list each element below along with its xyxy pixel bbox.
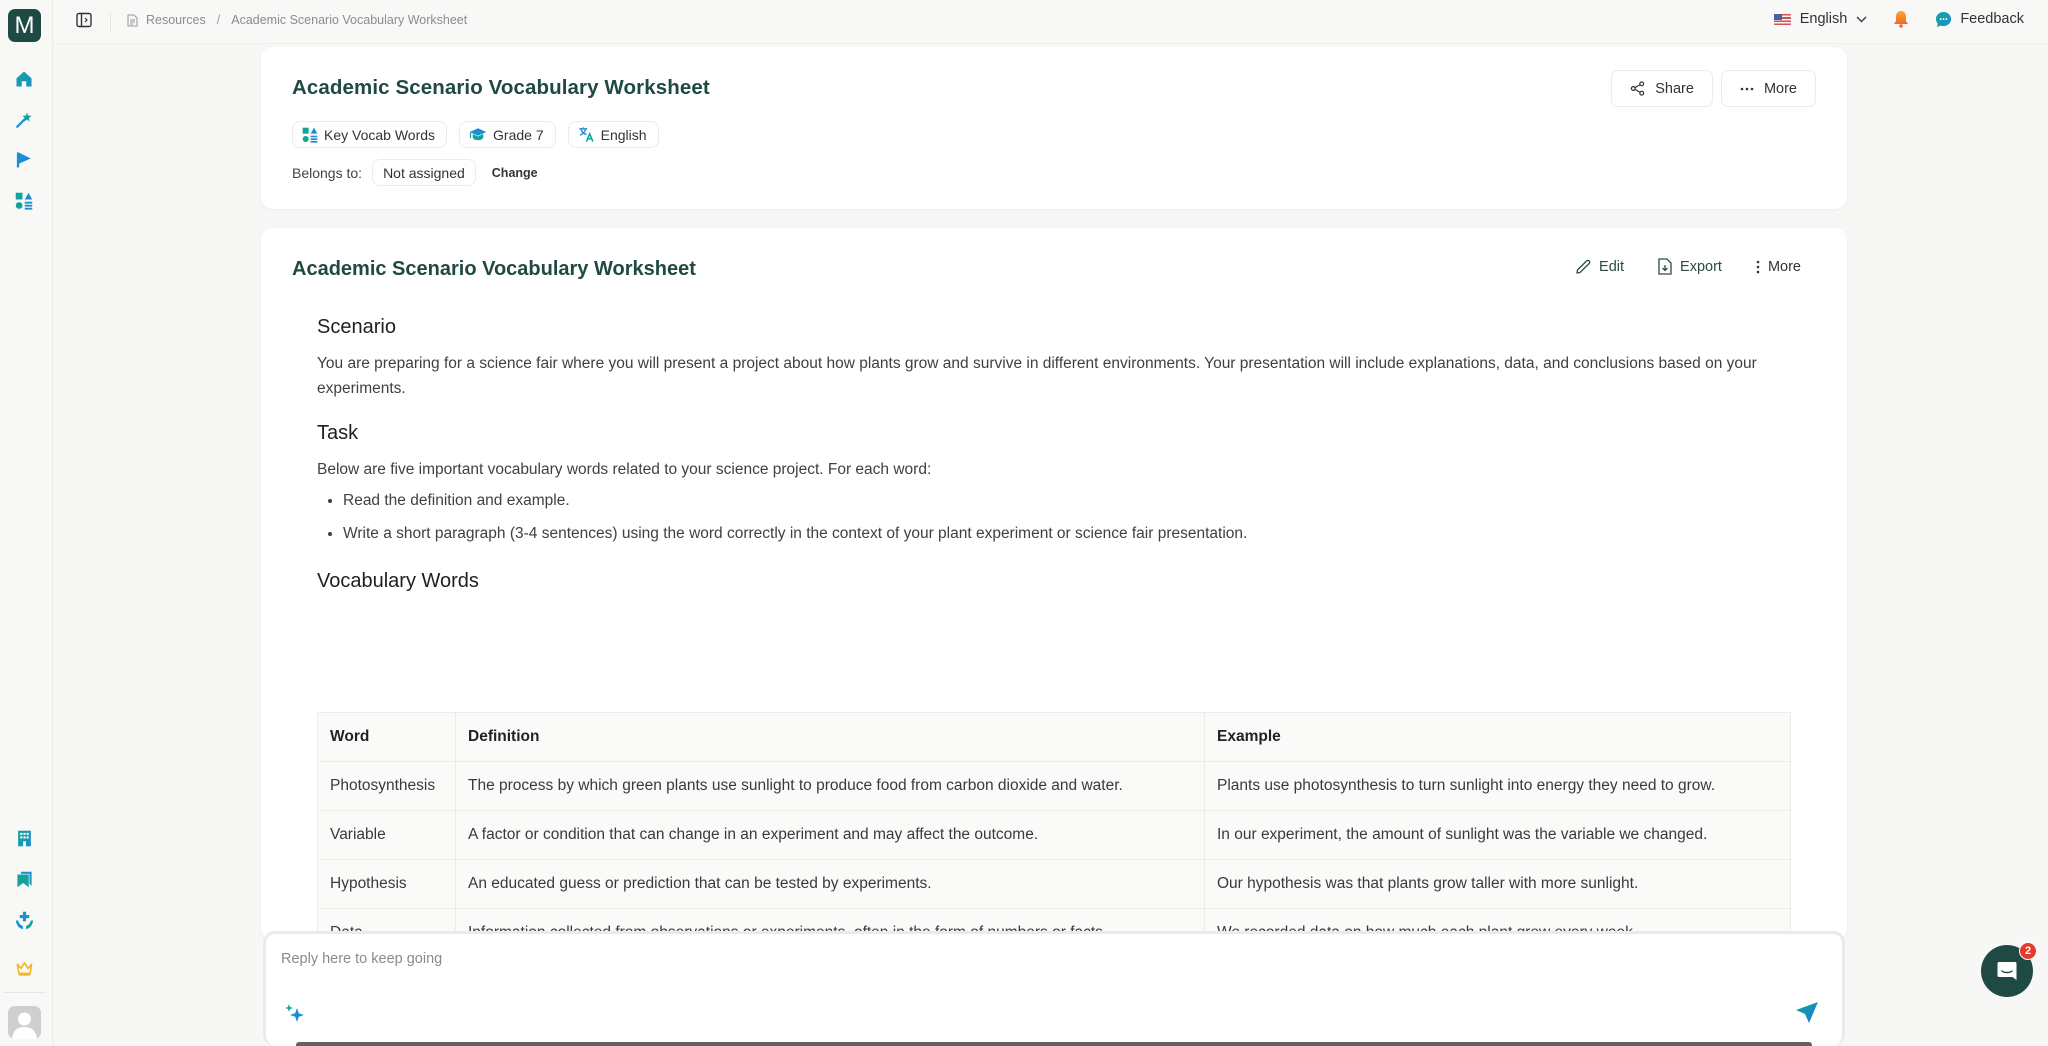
composer-edge: [296, 1042, 1812, 1046]
change-assignment-button[interactable]: Change: [491, 165, 538, 180]
language-label: English: [1799, 11, 1848, 27]
scenario-text: You are preparing for a science fair where you will present a project about how plants grow and survive in different environments. Your presentation will include explanations, data, and conclusions based on your experiments.: [317, 355, 1757, 397]
task-section: [317, 422, 1791, 554]
header-more-button[interactable]: [1721, 70, 1816, 107]
more-label: More: [1767, 258, 1801, 275]
vocab-heading: Vocabulary Words: [317, 570, 479, 592]
worksheet-actions: [1575, 258, 1801, 275]
bell-icon: [1893, 10, 1909, 28]
us-flag-icon: [1774, 14, 1791, 25]
sidebar: [0, 0, 53, 1046]
building-icon: [16, 830, 33, 847]
table-row: [318, 811, 1791, 860]
table-row: [318, 860, 1791, 909]
reply-composer: [263, 931, 1845, 1046]
pencil-icon: [1575, 259, 1591, 275]
chat-icon: [1996, 960, 2018, 982]
column-header-definition: Definition: [456, 713, 1205, 762]
table-header-row: [318, 713, 1791, 762]
resource-title: Academic Scenario Vocabulary Worksheet: [292, 76, 710, 99]
topbar-actions: [1774, 10, 2024, 28]
language-select[interactable]: [1774, 11, 1868, 27]
tag-label: Key Vocab Words: [324, 126, 436, 143]
translate-icon: [578, 126, 595, 143]
home-icon: [15, 70, 33, 88]
task-heading: Task: [317, 422, 359, 444]
tag-label: Grade 7: [493, 126, 544, 143]
word-cell: Photosynthesis: [318, 762, 456, 811]
more-label: More: [1763, 80, 1797, 97]
header-actions: [1611, 70, 1816, 107]
tag-language: [568, 121, 659, 148]
worksheet-title: Academic Scenario Vocabulary Worksheet: [292, 258, 696, 280]
magic-wand-icon: [15, 111, 33, 129]
edit-label: Edit: [1599, 258, 1625, 275]
sidebar-item-flag[interactable]: [12, 148, 36, 172]
user-avatar-icon: [8, 1006, 41, 1039]
example-cell: Our hypothesis was that plants grow taller with more sunlight.: [1205, 860, 1791, 909]
scenario-section: [317, 316, 1791, 401]
sidebar-item-school[interactable]: [12, 826, 36, 850]
breadcrumb-separator: /: [216, 13, 221, 27]
chevron-down-icon: [1856, 16, 1867, 23]
worksheet-more-button[interactable]: [1756, 258, 1801, 275]
resource-header-card: [261, 47, 1847, 209]
avatar[interactable]: [8, 1006, 41, 1039]
share-button[interactable]: [1611, 70, 1713, 107]
vocab-section: [317, 570, 1791, 605]
belongs-to-value: Not assigned: [372, 159, 476, 186]
share-label: Share: [1655, 80, 1694, 97]
edit-button[interactable]: [1575, 258, 1624, 275]
send-button[interactable]: [1794, 1000, 1820, 1026]
tag-label: English: [600, 126, 647, 143]
ai-assist-button[interactable]: [284, 1002, 306, 1024]
bookmarks-icon: [16, 871, 33, 888]
crown-icon: [16, 960, 33, 977]
logo-letter: M: [14, 11, 35, 39]
send-icon: [1794, 1000, 1820, 1026]
task-bullet: • Read the definition and example.: [343, 488, 1791, 513]
breadcrumb-current: Academic Scenario Vocabulary Worksheet: [231, 13, 468, 27]
more-vertical-icon: [1756, 260, 1760, 274]
definition-cell: The process by which green plants use sunlight to produce food from carbon dioxide and water.: [456, 762, 1205, 811]
sidebar-toggle-button[interactable]: [76, 12, 96, 32]
share-icon: [1630, 81, 1645, 96]
graduation-cap-icon: [469, 127, 487, 143]
column-header-word: Word: [318, 713, 456, 762]
sparkles-icon: [284, 1002, 306, 1024]
export-label: Export: [1680, 258, 1722, 275]
topbar: [53, 0, 2048, 44]
task-bullets: [317, 488, 1791, 546]
breadcrumb: [127, 13, 467, 27]
more-horizontal-icon: [1740, 87, 1754, 91]
task-intro: Below are five important vocabulary words related to your science project. For each word:: [317, 461, 932, 478]
topbar-divider: [110, 13, 111, 31]
example-cell: In our experiment, the amount of sunlight was the variable we changed.: [1205, 811, 1791, 860]
panel-toggle-icon: [76, 12, 92, 28]
feedback-button[interactable]: [1935, 11, 2024, 28]
care-hands-icon: [15, 911, 34, 930]
sidebar-item-magic[interactable]: [12, 108, 36, 132]
shapes-icon: [302, 127, 318, 143]
tag-grade: [459, 121, 556, 148]
task-bullet: • Write a short paragraph (3-4 sentences) using the word correctly in the context of your plant experiment or science fair presentation.: [343, 521, 1791, 546]
column-header-example: Example: [1205, 713, 1791, 762]
resource-tags: [292, 121, 659, 148]
app-logo[interactable]: [8, 9, 41, 42]
word-cell: Variable: [318, 811, 456, 860]
chat-bubble-icon: [1935, 11, 1952, 28]
document-icon: [127, 14, 138, 27]
breadcrumb-resources-link[interactable]: Resources: [146, 13, 206, 27]
definition-cell: An educated guess or prediction that can be tested by experiments.: [456, 860, 1205, 909]
scenario-heading: Scenario: [317, 316, 396, 338]
worksheet-card: [261, 228, 1847, 940]
tag-resource-type: [292, 121, 447, 148]
sidebar-item-library[interactable]: [12, 867, 36, 891]
flag-icon: [15, 151, 33, 169]
sidebar-divider: [4, 992, 46, 993]
word-cell: Hypothesis: [318, 860, 456, 909]
definition-cell: A factor or condition that can change in an experiment and may affect the outcome.: [456, 811, 1205, 860]
sidebar-item-home[interactable]: [12, 67, 36, 91]
belongs-to-row: [292, 159, 538, 186]
belongs-to-label: Belongs to:: [292, 164, 363, 181]
example-cell: Plants use photosynthesis to turn sunlight into energy they need to grow.: [1205, 762, 1791, 811]
unread-badge: 2: [2019, 942, 2037, 960]
feedback-label: Feedback: [1960, 11, 2024, 27]
shapes-icon: [15, 192, 33, 210]
sidebar-item-support[interactable]: [12, 908, 36, 932]
support-chat-button[interactable]: [1981, 945, 2033, 997]
file-download-icon: [1658, 258, 1672, 275]
table-row: [318, 762, 1791, 811]
notifications-button[interactable]: [1893, 10, 1909, 28]
reply-input[interactable]: [281, 951, 1681, 967]
export-button[interactable]: [1658, 258, 1722, 275]
sidebar-item-resources[interactable]: [12, 189, 36, 213]
sidebar-item-premium[interactable]: [12, 956, 36, 980]
